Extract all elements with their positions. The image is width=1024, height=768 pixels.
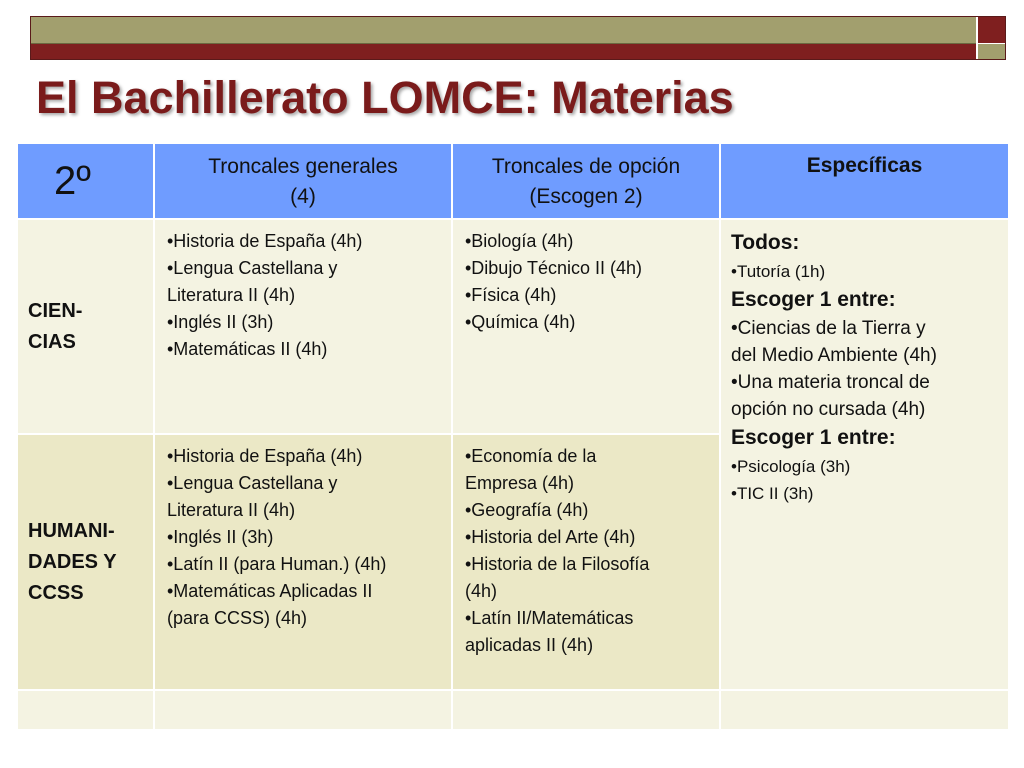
header-troncales-generales (154, 143, 452, 219)
header-col1-line2: (4) (290, 185, 316, 208)
row-label-line: CIEN- (28, 299, 83, 322)
list-item: Literatura II (4h) (167, 285, 296, 305)
list-item: •Latín II (para Human.) (4h) (167, 554, 387, 574)
list-item: •Tutoría (1h) (731, 262, 826, 281)
subjects-table (16, 142, 1010, 731)
row-ciencias (17, 219, 1009, 434)
header-col1-line1: Troncales generales (208, 155, 398, 178)
row-label-line: CIAS (28, 330, 76, 353)
top-decorative-bar (30, 16, 1006, 60)
list-item: •Dibujo Técnico II (4h) (465, 258, 643, 278)
list-item: (4h) (465, 581, 498, 601)
ciencias-troncales-generales (154, 219, 452, 434)
list-item: •Química (4h) (465, 312, 576, 332)
empty-cell (720, 690, 1009, 730)
row-label-ciencias (17, 219, 154, 434)
list-item: •TIC II (3h) (731, 484, 814, 503)
escoger-heading-1: Escoger 1 entre: (731, 288, 896, 311)
slide-title: El Bachillerato LOMCE: Materias (36, 72, 734, 123)
escoger-heading-2: Escoger 1 entre: (731, 426, 896, 449)
list-item: •Inglés II (3h) (167, 527, 274, 547)
empty-row (17, 690, 1009, 730)
maroon-stripe (31, 44, 976, 59)
list-item: •Economía de la (465, 446, 597, 466)
humanidades-troncales-opcion (452, 434, 720, 690)
list-item: •Ciencias de la Tierra y (731, 318, 926, 339)
olive-stripe (31, 17, 976, 44)
empty-cell (17, 690, 154, 730)
row-label-line: DADES Y (28, 550, 117, 573)
header-col2-line2: (Escogen 2) (529, 185, 643, 208)
header-col2-line1: Troncales de opción (491, 155, 681, 178)
list-item: opción no cursada (4h) (731, 399, 926, 420)
empty-cell (154, 690, 452, 730)
list-item: •Historia de España (4h) (167, 231, 363, 251)
olive-square (978, 44, 1005, 59)
list-item: •Una materia troncal de (731, 372, 930, 393)
list-item: •Matemáticas II (4h) (167, 339, 328, 359)
humanidades-troncales-generales (154, 434, 452, 690)
header-especificas: Específicas (720, 143, 1009, 219)
especificas-cell (720, 219, 1009, 690)
header-row (17, 143, 1009, 219)
ciencias-troncales-opcion (452, 219, 720, 434)
maroon-square (978, 17, 1005, 43)
list-item: •Lengua Castellana y (167, 473, 338, 493)
list-item: •Psicología (3h) (731, 457, 851, 476)
list-item: •Geografía (4h) (465, 500, 589, 520)
list-item: Literatura II (4h) (167, 500, 296, 520)
list-item: aplicadas II (4h) (465, 635, 594, 655)
list-item: Empresa (4h) (465, 473, 575, 493)
row-label-line: HUMANI- (28, 519, 115, 542)
empty-cell (452, 690, 720, 730)
list-item: (para CCSS) (4h) (167, 608, 308, 628)
list-item: •Inglés II (3h) (167, 312, 274, 332)
list-item: •Historia de España (4h) (167, 446, 363, 466)
list-item: •Lengua Castellana y (167, 258, 338, 278)
list-item: •Física (4h) (465, 285, 557, 305)
row-label-line: CCSS (28, 581, 84, 604)
list-item: •Historia del Arte (4h) (465, 527, 636, 547)
list-item: •Biología (4h) (465, 231, 574, 251)
list-item: •Historia de la Filosofía (465, 554, 650, 574)
list-item: •Matemáticas Aplicadas II (167, 581, 373, 601)
list-item: •Latín II/Matemáticas (465, 608, 634, 628)
row-label-humanidades (17, 434, 154, 690)
list-item: del Medio Ambiente (4h) (731, 345, 937, 366)
header-troncales-opcion (452, 143, 720, 219)
header-corner: 2º (17, 143, 154, 219)
todos-heading: Todos: (731, 231, 800, 254)
